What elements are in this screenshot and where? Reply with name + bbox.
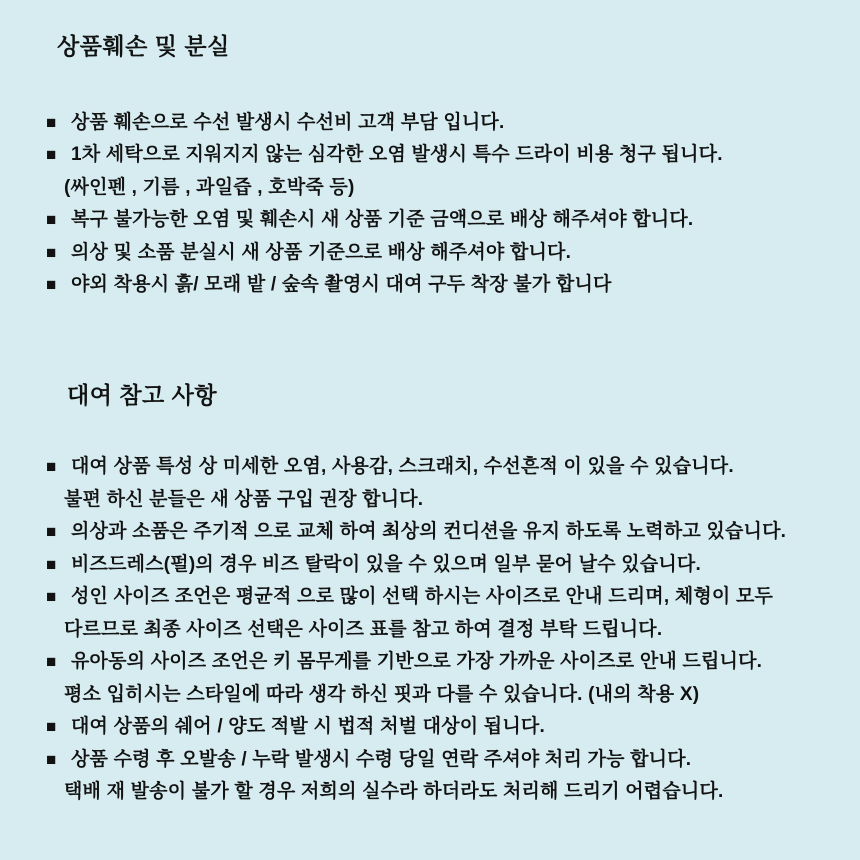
notice-line-continuation xyxy=(46,679,840,712)
notice-line xyxy=(46,451,840,484)
notice-text: 의상 및 소품 분실시 새 상품 기준으로 배상 해주셔야 합니다. xyxy=(71,241,572,263)
notice-line xyxy=(46,204,840,237)
notice-text: 평소 입히시는 스타일에 따라 생각 하신 핏과 다를 수 있습니다. (내의 착용 X) xyxy=(64,683,700,705)
square-bullet-icon: ■ xyxy=(46,457,57,477)
rental-notes-list xyxy=(46,451,840,809)
square-bullet-icon: ■ xyxy=(46,275,57,295)
square-bullet-icon: ■ xyxy=(46,145,57,165)
square-bullet-icon: ■ xyxy=(46,112,57,132)
notice-line-continuation xyxy=(46,484,840,517)
notice-line xyxy=(46,549,840,582)
notice-text: 복구 불가능한 오염 및 훼손시 새 상품 기준 금액으로 배상 해주셔야 합니다. xyxy=(71,209,694,231)
notice-text: 1차 세탁으로 지워지지 않는 심각한 오염 발생시 특수 드라이 비용 청구 됩니다. xyxy=(71,144,723,166)
notice-line xyxy=(46,581,840,614)
square-bullet-icon: ■ xyxy=(46,717,57,737)
notice-text: 비즈드레스(펄)의 경우 비즈 탈락이 있을 수 있으며 일부 묻어 날수 있습니다. xyxy=(71,553,701,575)
notice-text: (싸인펜 , 기름 , 과일즙 , 호박죽 등) xyxy=(64,176,355,198)
notice-text: 대여 상품의 쉐어 / 양도 적발 시 법적 처벌 대상이 됩니다. xyxy=(71,716,545,738)
square-bullet-icon: ■ xyxy=(46,749,57,769)
notice-text: 불편 하신 분들은 새 상품 구입 권장 합니다. xyxy=(64,488,424,510)
notice-text: 대여 상품 특성 상 미세한 오염, 사용감, 스크래치, 수선흔적 이 있을 수 있습니다. xyxy=(71,456,734,478)
notice-text: 성인 사이즈 조언은 평균적 으로 많이 선택 하시는 사이즈로 안내 드리며, 체형이 모두 xyxy=(71,586,774,608)
page-title: 상품훼손 및 분실 xyxy=(57,33,230,59)
square-bullet-icon: ■ xyxy=(46,652,57,672)
notice-text: 의상과 소품은 주기적 으로 교체 하여 최상의 컨디션을 유지 하도록 노력하고 있습니다. xyxy=(71,521,787,543)
notice-line xyxy=(46,269,840,302)
notice-text: 유아동의 사이즈 조언은 키 몸무게를 기반으로 가장 가까운 사이즈로 안내 드립니다. xyxy=(71,651,763,673)
notice-line xyxy=(46,107,840,140)
notice-text: 다르므로 최종 사이즈 선택은 사이즈 표를 참고 하여 결정 부탁 드립니다. xyxy=(64,618,663,640)
notice-line xyxy=(46,711,840,744)
notice-text: 택배 재 발송이 불가 할 경우 저희의 실수라 하더라도 처리해 드리기 어렵습니다. xyxy=(64,781,724,803)
square-bullet-icon: ■ xyxy=(46,242,57,262)
notice-line xyxy=(46,646,840,679)
notice-line xyxy=(46,237,840,270)
square-bullet-icon: ■ xyxy=(46,522,57,542)
notice-text: 야외 착용시 흙/ 모래 밭 / 숲속 촬영시 대여 구두 착장 불가 합니다 xyxy=(71,274,612,296)
notice-line-continuation xyxy=(46,172,840,205)
damage-loss-list xyxy=(46,107,840,302)
notice-line xyxy=(46,516,840,549)
square-bullet-icon: ■ xyxy=(46,554,57,574)
notice-line-continuation xyxy=(46,776,840,809)
notice-text: 상품 수령 후 오발송 / 누락 발생시 수령 당일 연락 주셔야 처리 가능 합니다. xyxy=(71,748,692,770)
square-bullet-icon: ■ xyxy=(46,210,57,230)
notice-line-continuation xyxy=(46,614,840,647)
notice-line xyxy=(46,139,840,172)
square-bullet-icon: ■ xyxy=(46,587,57,607)
section-rental-notes xyxy=(0,382,860,809)
notice-text: 상품 훼손으로 수선 발생시 수선비 고객 부담 입니다. xyxy=(71,111,505,133)
notice-line xyxy=(46,744,840,777)
section-damage-and-loss xyxy=(0,33,860,302)
section-title: 대여 참고 사항 xyxy=(67,381,218,408)
